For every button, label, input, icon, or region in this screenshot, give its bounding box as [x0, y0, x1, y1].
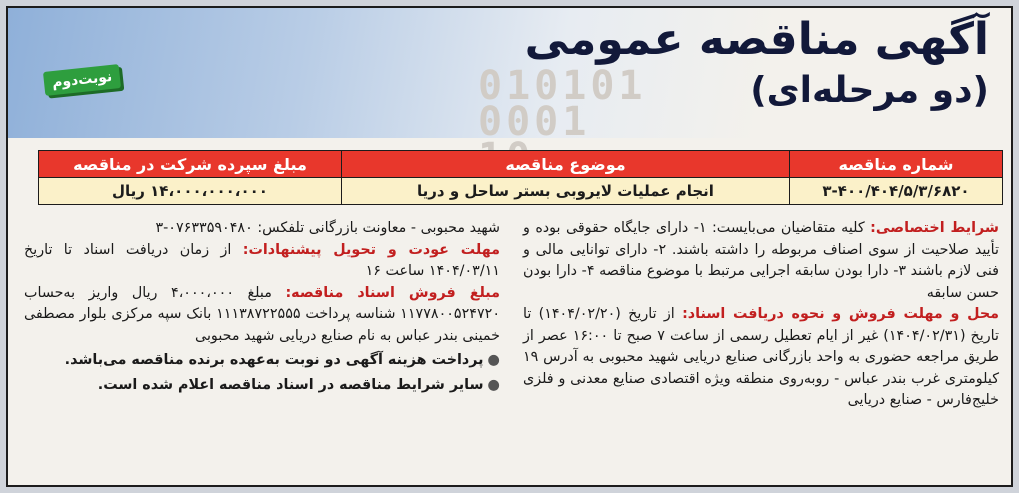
note-text: پرداخت هزینه آگهی دو نوبت به‌عهده برنده مناقصه می‌باشد. — [64, 352, 484, 368]
cell-tender-subject: انجام عملیات لایروبی بستر ساحل و دریا — [342, 178, 790, 205]
price-label: مبلغ فروش اسناد مناقصه: — [285, 284, 500, 301]
tender-notice — [6, 6, 1013, 487]
bullet-icon: ● — [487, 352, 500, 368]
sale-text: از تاریخ (۱۴۰۴/۰۲/۲۰) تا تاریخ (۱۴۰۴/۰۲/۳۱) غیر از ایام تعطیل رسمی از ساعت ۷ صبح تا ۱۶:۰۰ عصر از طریق مراجعه حضوری به واحد بازرگانی صنایع دریایی شهید محبوبی به آدرس ۱۹ کیلومتری غرب بندر عباس - روبه‌روی منطقه ویژه اقتصادی صنایع معدنی و فلزی خلیج‌فارس - صنایع دریایی — [523, 306, 999, 408]
sale-paragraph — [523, 304, 999, 412]
notice-header — [8, 8, 1011, 145]
conditions-text: کلیه متقاضیان می‌بایست: ۱- دارای جایگاه حقوقی بوده و تأیید صلاحیت از سوی اصناف مربوطه را داشته باشند. ۲- دارای توانایی مالی و فنی لازم باشند ۳- دارا بودن سابقه اجرایی مرتبط با موضوع مناقصه ۴- دارا بودن حسن سابقه — [523, 220, 999, 301]
price-paragraph — [24, 283, 500, 348]
contact-paragraph — [24, 218, 500, 240]
conditions-label: شرایط اختصاصی: — [870, 220, 999, 236]
table-header-row — [39, 151, 1003, 178]
table-row — [39, 178, 1003, 205]
notice-title: آگهی مناقصه عمومی — [524, 14, 989, 65]
bullet-icon: ● — [487, 376, 500, 393]
cell-tender-number: ۳-۴۰۰/۴۰۴/۵/۳/۶۸۲۰ — [790, 178, 1003, 205]
note-item — [24, 350, 500, 372]
note-text: سایر شرایط مناقصه در اسناد مناقصه اعلام شده است. — [97, 376, 484, 393]
watermark-line: 010101 — [478, 63, 647, 109]
cell-deposit-amount: ۱۴،۰۰۰،۰۰۰،۰۰۰ ریال — [39, 178, 342, 205]
header-deposit-amount: مبلغ سپرده شرکت در مناقصه — [39, 151, 342, 178]
deadline-paragraph — [24, 240, 500, 283]
round-badge: نوبت‌دوم — [43, 64, 121, 96]
header-tender-subject: موضوع مناقصه — [342, 151, 790, 178]
deadline-label: مهلت عودت و تحویل پیشنهادات: — [242, 241, 500, 258]
contact-text: شهید محبوبی - معاونت بازرگانی تلفکس: ۰۷۶۳۳۵۹۰۴۸۰-۳ — [155, 220, 500, 236]
watermark-line: 0001 — [478, 99, 591, 145]
left-column — [24, 218, 500, 396]
deadline-text: از زمان دریافت اسناد تا تاریخ ۱۴۰۴/۰۳/۱۱ ساعت ۱۶ — [24, 241, 500, 279]
price-text: مبلغ ۴،۰۰۰،۰۰۰ ریال واریز به‌حساب ۱۱۷۷۸۰۰۵۲۴۷۲۰ شناسه پرداخت ۱۱۱۳۸۷۲۲۵۵۵ بانک سپه مرکزی بلوار مصطفی خمینی بندر عباس به نام صنایع دریایی شهید محبوبی — [24, 284, 500, 344]
right-column — [523, 218, 999, 412]
note-item — [24, 375, 500, 397]
header-tender-number: شماره مناقصه — [790, 151, 1003, 178]
sale-label: محل و مهلت فروش و نحوه دریافت اسناد: — [682, 306, 999, 322]
conditions-paragraph — [523, 218, 999, 304]
notice-subtitle: (دو مرحله‌ای) — [750, 70, 989, 111]
tender-table — [38, 150, 1003, 205]
